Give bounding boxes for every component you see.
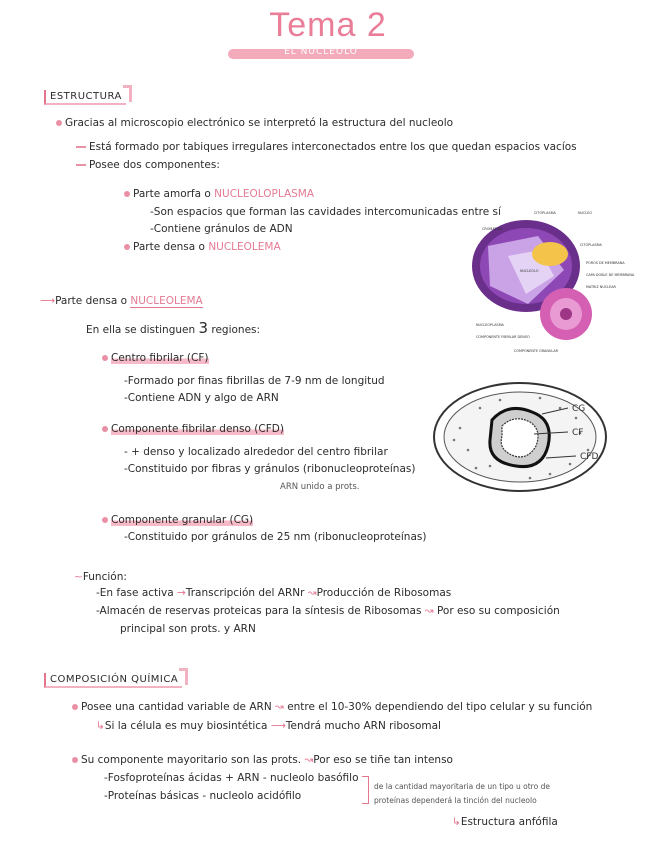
arrow-curve-icon: ↝ <box>304 754 314 766</box>
nucleolema-heading: ⟶Parte densa o NUCLEOLEMA <box>40 295 203 307</box>
bullet-icon <box>72 704 78 710</box>
bullet-icon <box>56 120 62 126</box>
composicion-point-2-item-2: -Proteínas básicas - nucleolo acidófilo <box>104 790 302 802</box>
arrow-curve-icon: ↝ <box>275 701 284 713</box>
diagram-label-cfd: CFD <box>580 452 599 462</box>
fig1-label: COMPONENTE GRANULAR <box>514 349 559 353</box>
dash-icon <box>76 146 86 148</box>
arrow-turn-icon: ↳ <box>452 816 461 828</box>
composicion-point-2: Su componente mayoritario son las prots. ↝Por eso se tiñe tan intenso <box>72 753 453 767</box>
cfd-item-1: - + denso y localizado alrededor del centro fibrilar <box>124 446 388 458</box>
section-heading-estructura: ESTRUCTURA <box>44 90 126 105</box>
estructura-bullet-1: Está formado por tabiques irregulares interconectados entre los que quedan espacios vacíos <box>76 140 577 154</box>
composicion-conclusion: ↳Estructura anfófila <box>452 816 558 828</box>
arrow-curve-icon: ↝ <box>307 587 317 599</box>
fig1-label: CAPA DOBLE DE MEMBRANA <box>586 273 635 277</box>
nucleolema-intro: En ella se distinguen 3 regiones: <box>86 319 261 337</box>
arrow-curve-icon: ↝ <box>424 605 434 617</box>
fig1-label: CROMATINA <box>482 227 503 231</box>
funcion-line-3: principal son prots. y ARN <box>120 623 256 635</box>
page-subtitle: EL NUCLEOLO <box>284 47 358 57</box>
funcion-line-1: -En fase activa →Transcripción del ARNr ↝Producción de Ribosomas <box>96 587 452 599</box>
fig1-label: NUCLEOLO <box>520 269 539 273</box>
fig1-label: POROS DE MEMBRANA <box>586 261 625 265</box>
estructura-bullet-2: Posee dos componentes: <box>76 158 220 172</box>
page-title: Tema 2 <box>269 6 387 44</box>
composicion-point-1: Posee una cantidad variable de ARN ↝ entre el 10-30% dependiendo del tipo celular y su función <box>72 700 592 714</box>
parte-densa: Parte densa o NUCLEOLEMA <box>124 240 281 254</box>
nucleus-illustration <box>468 206 635 356</box>
cf-title: Centro fibrilar (CF) <box>102 351 209 365</box>
estructura-intro: Gracias al microscopio electrónico se interpretó la estructura del nucleolo <box>56 116 453 130</box>
amorfa-item-1: -Son espacios que forman las cavidades intercomunicadas entre sí <box>150 206 501 218</box>
cg-title: Componente granular (CG) <box>102 513 253 527</box>
composicion-point-1-sub: ↳Si la célula es muy biosintética ⟶Tendrá mucho ARN ribosomal <box>96 720 441 732</box>
fig1-label: CITOPLASMA <box>534 211 556 215</box>
diagram-label-cf: CF <box>572 428 584 438</box>
cf-item-2: -Contiene ADN y algo de ARN <box>124 392 279 404</box>
arrow-right-icon: ⟶ <box>270 720 286 732</box>
fig1-label: NUCLEO <box>578 211 593 215</box>
parte-amorfa: Parte amorfa o NUCLEOLOPLASMA <box>124 187 314 201</box>
fig1-label: MATRIZ NUCLEAR <box>586 285 616 289</box>
fig1-label: CITOPLASMA <box>580 243 602 247</box>
cfd-item-2: -Constituido por fibras y gránulos (ribonucleoproteínas) <box>124 463 416 475</box>
nucleolus-diagram <box>430 378 630 496</box>
funcion-line-2: -Almacén de reservas proteicas para la síntesis de Ribosomas ↝ Por eso su composición <box>96 605 560 617</box>
fig1-label: COMPONENTE FIBRILAR DENSO <box>476 335 530 339</box>
section-heading-composicion: COMPOSICIÓN QUÍMICA <box>44 673 182 688</box>
cg-item-1: -Constituido por gránulos de 25 nm (ribonucleoproteínas) <box>124 531 427 543</box>
cfd-title: Componente fibrilar denso (CFD) <box>102 422 284 436</box>
cf-item-1: -Formado por finas fibrillas de 7-9 nm de longitud <box>124 375 385 387</box>
wave-icon: ∼ <box>74 571 83 583</box>
bullet-icon <box>124 244 130 250</box>
bracket <box>362 776 369 804</box>
bullet-icon <box>102 426 108 432</box>
arrow-turn-icon: ↳ <box>96 720 105 732</box>
nucleus-figure <box>468 206 635 356</box>
composicion-note-1: de la cantidad mayoritaria de un tipo u otro de <box>374 782 550 791</box>
bullet-icon <box>102 517 108 523</box>
dash-icon <box>76 164 86 166</box>
nucleolus-svg <box>430 378 630 496</box>
fig1-label: NUCLEOPLASMA <box>476 323 504 327</box>
bullet-icon <box>102 355 108 361</box>
arrow-right-icon: → <box>177 587 186 599</box>
bullet-icon <box>72 757 78 763</box>
composicion-point-2-item-1: -Fosfoproteínas ácidas + ARN - nucleolo basófilo <box>104 772 359 784</box>
bullet-icon <box>124 191 130 197</box>
composicion-note-2: proteínas dependerá la tinción del nucleolo <box>374 796 537 805</box>
funcion-heading: ∼Función: <box>74 571 127 583</box>
cfd-note: ARN unido a prots. <box>280 482 360 492</box>
diagram-label-cg: CG <box>572 404 586 414</box>
arrow-right-icon: ⟶ <box>40 295 56 307</box>
amorfa-item-2: -Contiene gránulos de ADN <box>150 223 293 235</box>
